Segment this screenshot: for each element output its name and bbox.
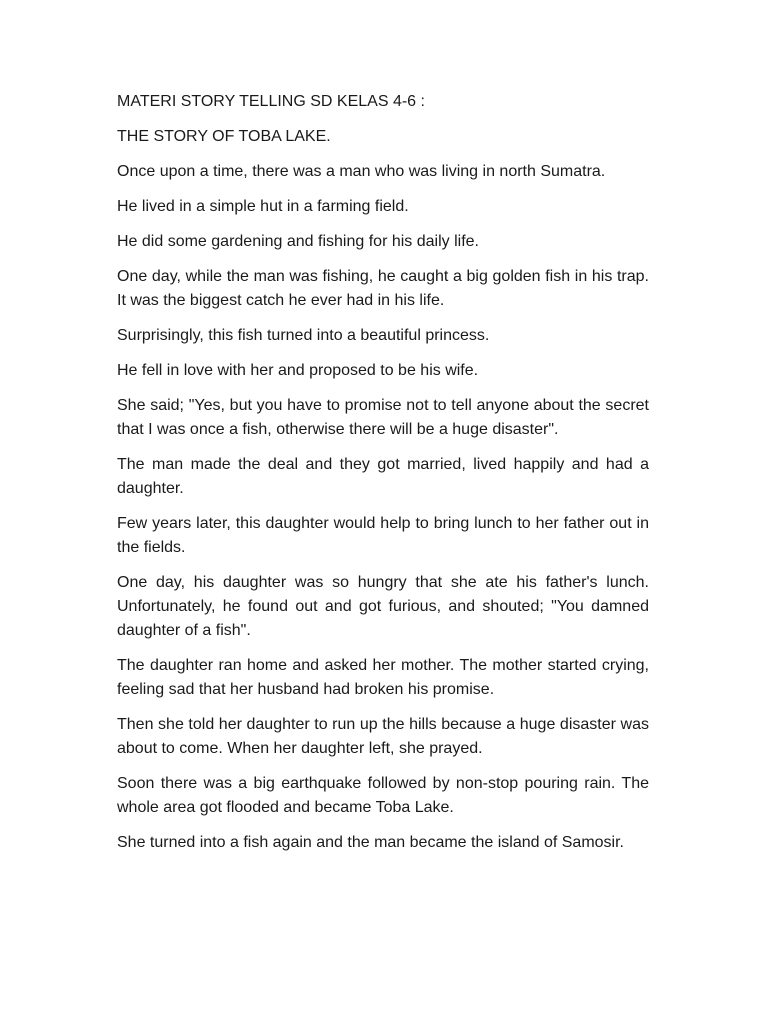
paragraph: She turned into a fish again and the man became the island of Samosir. — [117, 834, 624, 851]
paragraph: One day, his daughter was so hungry that she ate his father's lunch. Unfortunately, he found out and got furious, and shouted; "You damned daughter of a fish". — [117, 574, 649, 639]
paragraph: Few years later, this daughter would help to bring lunch to her father out in the fields. — [117, 515, 649, 556]
paragraph: One day, while the man was fishing, he caught a big golden fish in his trap. It was the biggest catch he ever had in his life. — [117, 268, 649, 309]
paragraph: She said; "Yes, but you have to promise not to tell anyone about the secret that I was once a fish, otherwise there will be a huge disaster". — [117, 397, 649, 438]
paragraph: He fell in love with her and proposed to be his wife. — [117, 362, 479, 379]
document-page — [117, 90, 649, 866]
paragraph: Then she told her daughter to run up the hills because a huge disaster was about to come. When her daughter left, she prayed. — [117, 716, 649, 757]
paragraph: He did some gardening and fishing for his daily life. — [117, 233, 479, 250]
paragraph: The man made the deal and they got married, lived happily and had a daughter. — [117, 456, 649, 497]
paragraph: Soon there was a big earthquake followed by non-stop pouring rain. The whole area got flooded and became Toba Lake. — [117, 775, 649, 816]
paragraph: Surprisingly, this fish turned into a beautiful princess. — [117, 327, 490, 344]
paragraph: He lived in a simple hut in a farming field. — [117, 198, 409, 215]
document-heading: MATERI STORY TELLING SD KELAS 4-6 : — [117, 93, 425, 110]
story-title: THE STORY OF TOBA LAKE. — [117, 128, 331, 145]
paragraph: Once upon a time, there was a man who was living in north Sumatra. — [117, 163, 606, 180]
paragraph: The daughter ran home and asked her mother. The mother started crying, feeling sad that her husband had broken his promise. — [117, 657, 649, 698]
